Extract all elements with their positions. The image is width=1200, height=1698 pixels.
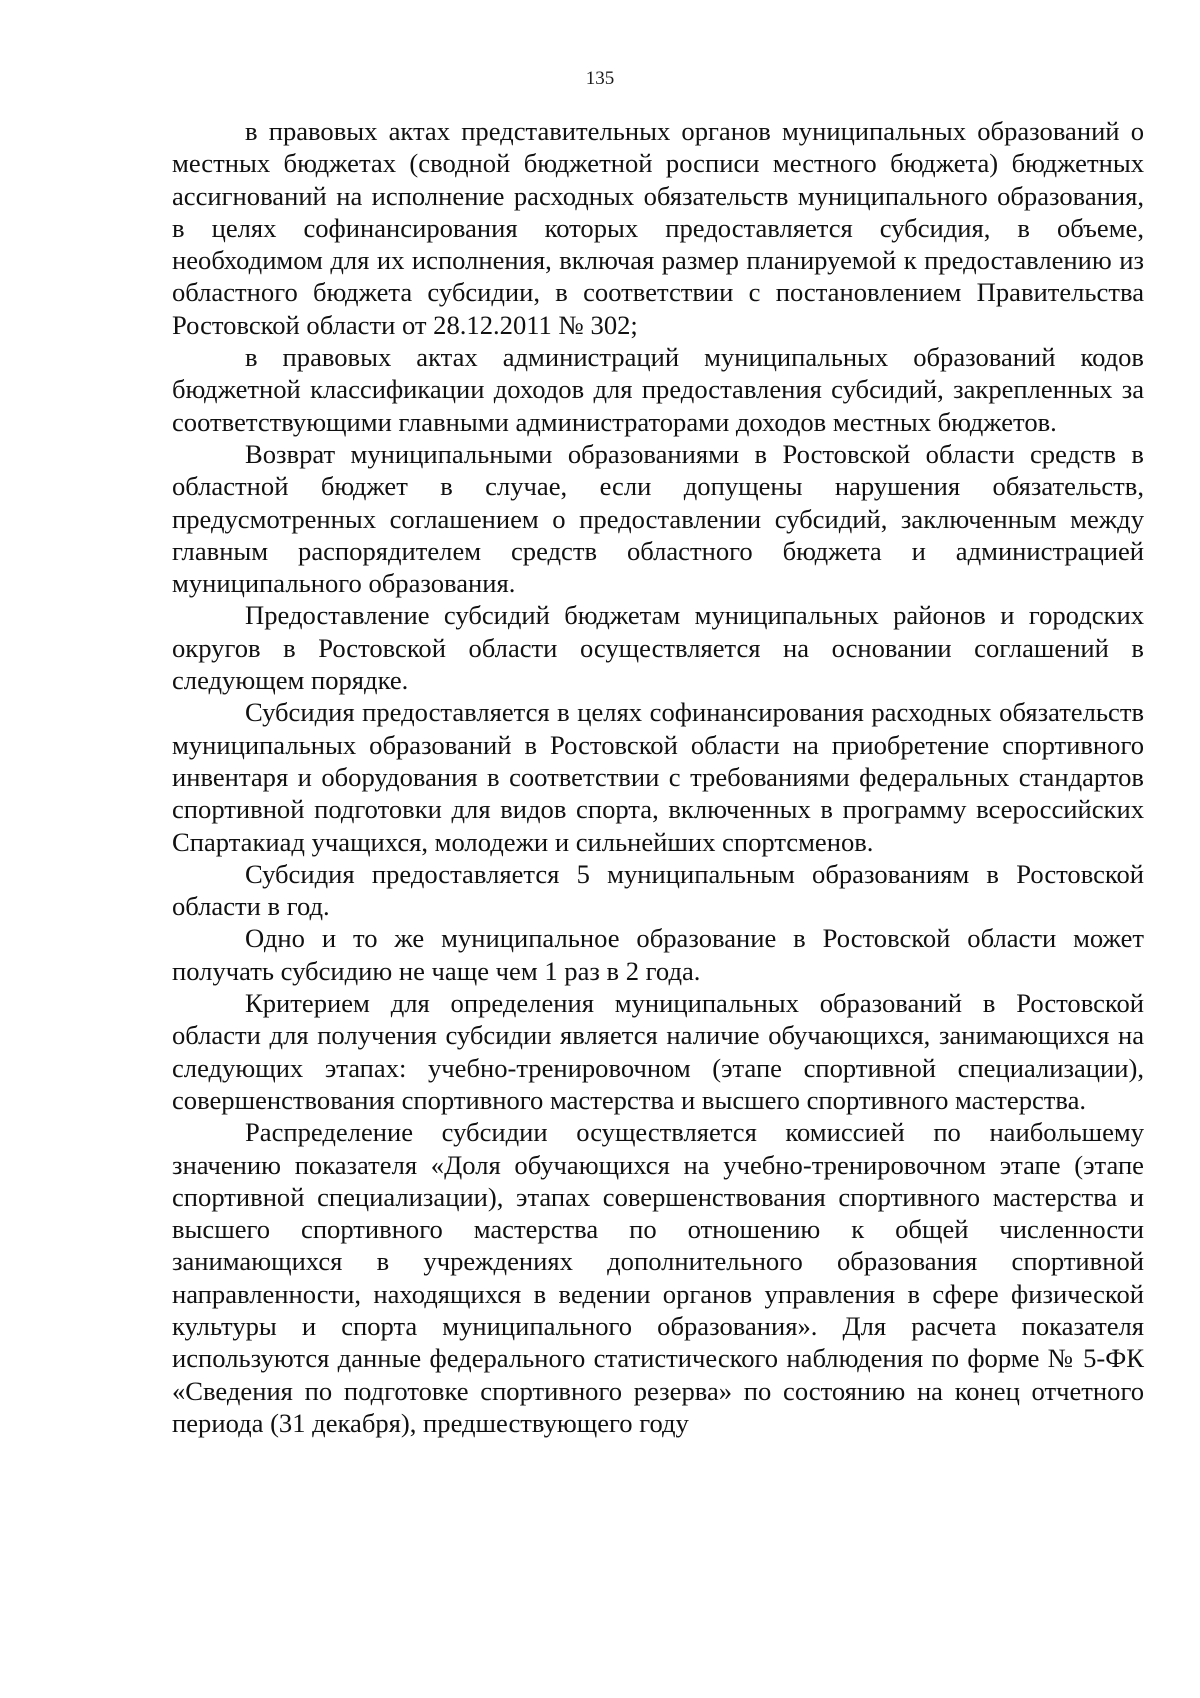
paragraph-refund-conditions: Возврат муниципальными образованиями в Ростовской области средств в областной бюджет в случае, если допущены нарушения обязательств, предусмотренных соглашением о предоставлении субсидий, заключенным между главным распорядителем средств областного бюджета и администрацией муниципального образования. (172, 438, 1144, 599)
page-number: 135 (585, 68, 615, 89)
document-body (172, 115, 1144, 1439)
paragraph-selection-criterion: Критерием для определения муниципальных образований в Ростовской области для получения субсидии является наличие обучающихся, занимающихся на следующих этапах: учебно-тренировочном (этапе спортивной специализации), совершенствования спортивного мастерства и высшего спортивного мастерства. (172, 988, 1144, 1115)
paragraph-legal-acts-administrations: в правовых актах администраций муниципальных образований кодов бюджетной классификации доходов для предоставления субсидий, закрепленных за соответствующими главными администраторами доходов местных бюджетов. (172, 342, 1144, 437)
paragraph-subsidy-purpose: Субсидия предоставляется в целях софинансирования расходных обязательств муниципальных образований в Ростовской области на приобретение спортивного инвентаря и оборудования в соответствии с требованиями федеральных стандартов спортивной подготовки для видов спорта, включенных в программу всероссийских Спартакиад учащихся, молодежи и сильнейших спортсменов. (172, 697, 1144, 857)
paragraph-subsidy-provision-basis: Предоставление субсидий бюджетам муниципальных районов и городских округов в Ростовской области осуществляется на основании соглашений в следующем порядке. (172, 600, 1144, 696)
paragraph-legal-acts-representative-bodies: в правовых актах представительных органов муниципальных образований о местных бюджетах (сводной бюджетной росписи местного бюджета) бюджетных ассигнований на исполнение расходных обязательств муниципального образования, в целях софинансирования которых предоставляется субсидия, в объеме, необходимом для их исполнения, включая размер планируемой к предоставлению из областного бюджета субсидии, в соответствии с постановлением Правительства Ростовской области от 28.12.2011 № 302; (172, 116, 1144, 340)
paragraph-subsidy-distribution: Распределение субсидии осуществляется комиссией по наибольшему значению показателя «Доля обучающихся на учебно-тренировочном этапе (этапе спортивной специализации), этапах совершенствования спортивного мастерства и высшего спортивного мастерства по отношению к общей численности занимающихся в учреждениях дополнительного образования спортивной направленности, находящихся в ведении органов управления в сфере физической культуры и спорта муниципального образования». Для расчета показателя используются данные федерального статистического наблюдения по форме № 5-ФК «Сведения по подготовке спортивного резерва» по состоянию на конец отчетного периода (31 декабря), предшествующего году (172, 1117, 1144, 1438)
paragraph-subsidy-count: Субсидия предоставляется 5 муниципальным образованиям в Ростовской области в год. (172, 858, 1144, 922)
paragraph-subsidy-frequency: Одно и то же муниципальное образование в Ростовской области может получать субсидию не чаще чем 1 раз в 2 года. (172, 923, 1144, 986)
